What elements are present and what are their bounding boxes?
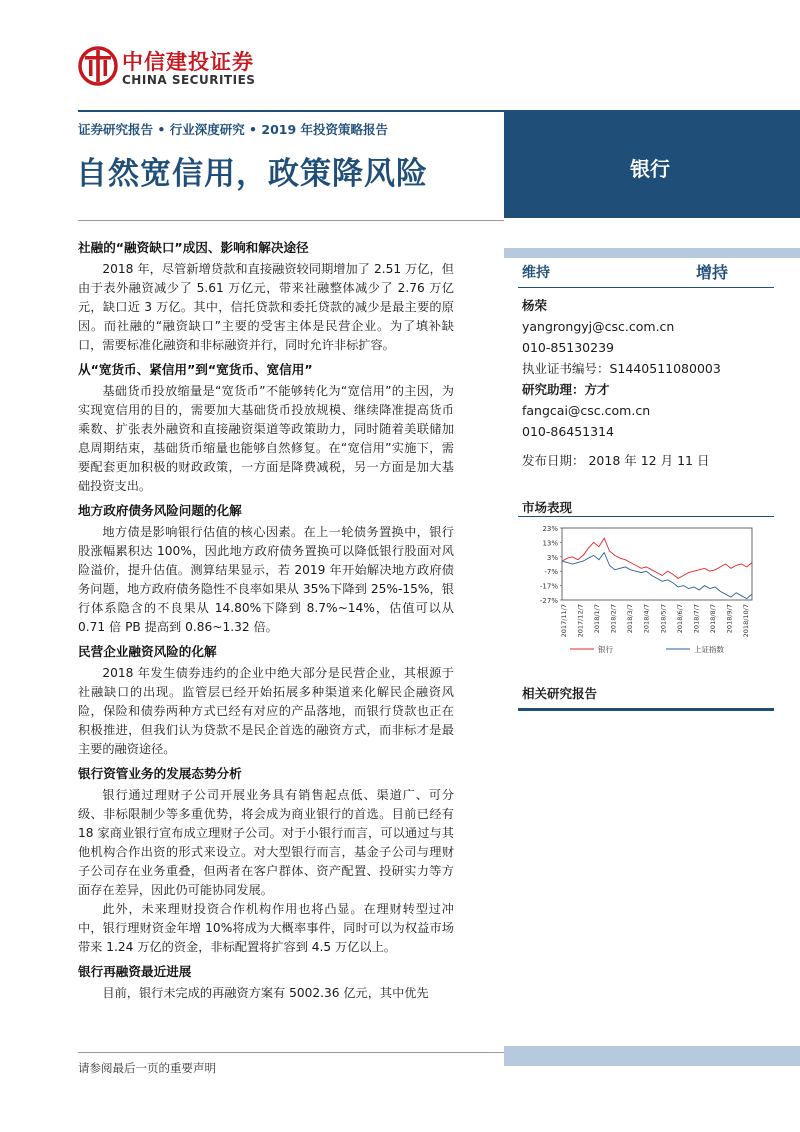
rating-value: 增持 (696, 263, 729, 282)
sector-label: 银行 (630, 157, 670, 181)
section-paragraph: 地方债是影响银行估值的核心因素。在上一轮债务置换中，银行股涨幅累积达 100%，因此地方政府债务置换可以降低银行股面对风险溢价，提升估值。测算结果显示，若 2019 年开始解决地方政府债务问题，地方政府债务隐性不良率如果从 35%下降到 25%-15%，银行体系隐含的不良果从 14.80%下降到 8.7%~14%，估值可以从 0.71 倍 PB 提高到 0.86~1.32 倍。 (78, 525, 454, 634)
chart-title: 市场表现 (522, 500, 573, 515)
section-paragraph: 目前，银行未完成的再融资方案有 5002.36 亿元，其中优先 (102, 986, 429, 1000)
title-rule (78, 220, 504, 221)
section-heading: 从“宽货币、紧信用”到“宽货币、宽信用” (78, 362, 313, 377)
y-tick-label: -7% (544, 568, 558, 577)
x-tick-label: 2018/9/7 (725, 604, 734, 634)
section-paragraph: 2018 年，尽管新增贷款和直接融资较同期增加了 2.51 万亿，但由于表外融资减少了 5.61 万亿元，带来社融整体减少了 2.76 万亿元，缺口近 3 万亿。其中，信托贷款和委托贷款的减少是最主要的原因。而社融的“融资缺口”主要的受害主体是民营企业。为了填补缺口，需要标准化融资和非标融资并行，同时允许非标扩容。 (78, 262, 454, 352)
main-content (78, 233, 454, 1003)
analyst-info (522, 295, 782, 471)
analyst-certificate: 执业证书编号：S1440511080003 (522, 361, 721, 376)
header-rule (78, 110, 504, 112)
related-reports-title: 相关研究报告 (522, 686, 598, 701)
logo-english-name: CHINA SECURITIES (122, 73, 256, 87)
sidebar-band (504, 248, 800, 258)
x-tick-label: 2018/1/7 (593, 604, 602, 634)
analyst-phone: 010-85130239 (522, 340, 614, 355)
company-logo (78, 44, 278, 94)
series-line-银行 (562, 538, 752, 578)
x-tick-label: 2018/8/7 (708, 604, 717, 634)
footer-rule (78, 1052, 504, 1053)
citic-logo-icon (78, 44, 118, 88)
section-paragraph: 此外，未来理财投资合作机构作用也将凸显。在理财转型过冲中，银行理财资金年增 10%将成为大概率事件，同时可以为权益市场带来 1.24 万亿的资金，非标配置将扩容到 4.5 万亿以上。 (78, 902, 454, 954)
analyst-name: 杨荣 (522, 298, 548, 313)
section-paragraph: 基础货币投放缩量是“宽货币”不能够转化为“宽信用”的主因，为实现宽信用的目的，需要加大基础货币投放规模、继续降准提高货币乘数、扩张表外融资和直接融资渠道等政策助力，同时随着美联储加息周期结束，基础货币缩量也能够自然修复。在“宽信用”实施下，需要配套更加积极的财政政策，一方面是降费减税，另一方面是加大基础投资支出。 (78, 384, 454, 493)
series-line-上证指数 (562, 553, 752, 599)
chart-rule (518, 516, 774, 517)
rating-rule (518, 287, 774, 288)
x-tick-label: 2018/6/7 (675, 604, 684, 634)
report-breadcrumb: 证券研究报告 • 行业深度研究 • 2019 年投资策略报告 (78, 122, 389, 137)
section-heading: 民营企业融资风险的化解 (78, 644, 217, 659)
assistant-name: 研究助理：方才 (522, 382, 610, 397)
market-performance-chart (520, 520, 760, 660)
x-tick-label: 2018/7/7 (692, 604, 701, 634)
x-tick-label: 2018/10/7 (742, 604, 750, 638)
chart-plot-frame (562, 528, 752, 600)
legend-label: 银行 (598, 645, 613, 654)
x-tick-label: 2018/3/7 (626, 604, 635, 634)
related-reports-rule (518, 708, 774, 711)
x-tick-label: 2017/12/7 (576, 604, 585, 638)
rating-action: 维持 (522, 265, 550, 281)
x-tick-label: 2017/11/7 (560, 604, 568, 638)
section-heading: 地方政府债务风险问题的化解 (78, 503, 242, 518)
analyst-email[interactable]: yangrongyj@csc.com.cn (522, 319, 675, 334)
assistant-email[interactable]: fangcai@csc.com.cn (522, 403, 651, 418)
section-heading: 银行再融资最近进展 (78, 964, 192, 979)
logo-chinese-name: 中信建投证券 (122, 50, 254, 74)
y-tick-label: 13% (542, 539, 558, 548)
y-tick-label: 3% (546, 553, 558, 562)
publish-date: 发布日期： 2018 年 12 月 11 日 (522, 453, 710, 468)
assistant-phone: 010-86451314 (522, 424, 614, 439)
sidebar-bottom-band (504, 1046, 800, 1066)
x-tick-label: 2018/2/7 (609, 604, 618, 634)
legend-label: 上证指数 (694, 645, 724, 654)
y-tick-label: -27% (539, 597, 558, 605)
y-tick-label: 23% (542, 525, 558, 533)
page-title: 自然宽信用，政策降风险 (76, 156, 428, 192)
section-paragraph: 银行通过理财子公司开展业务具有销售起点低、渠道广、可分级、非标限制少等多重优势，将会成为商业银行的首选。目前已经有 18 家商业银行宣布成立理财子公司。对于小银行而言，可以通过与其他机构合作出资的形式来设立。对大型银行而言，基金子公司与理财子公司存在业务重叠，但两者在客户群体、资产配置、投研实力等方面存在差异，因此仍可能协同发展。 (78, 788, 454, 897)
section-paragraph: 2018 年发生债券违约的企业中绝大部分是民营企业，其根源于社融缺口的出现。监管层已经开始拓展多种渠道来化解民企融资风险，保险和债券两种方式已经有对应的产品落地，而银行贷款也正在积极推进，但我们认为贷款不是民企首选的融资方式，而非标才是最主要的融资途径。 (78, 666, 454, 756)
section-heading: 社融的“融资缺口”成因、影响和解决途径 (78, 240, 309, 255)
x-tick-label: 2018/5/7 (659, 604, 668, 634)
section-heading: 银行资管业务的发展态势分析 (78, 766, 242, 781)
footer-disclaimer: 请参阅最后一页的重要声明 (78, 1061, 216, 1075)
x-tick-label: 2018/4/7 (642, 604, 651, 634)
y-tick-label: -17% (539, 582, 558, 591)
